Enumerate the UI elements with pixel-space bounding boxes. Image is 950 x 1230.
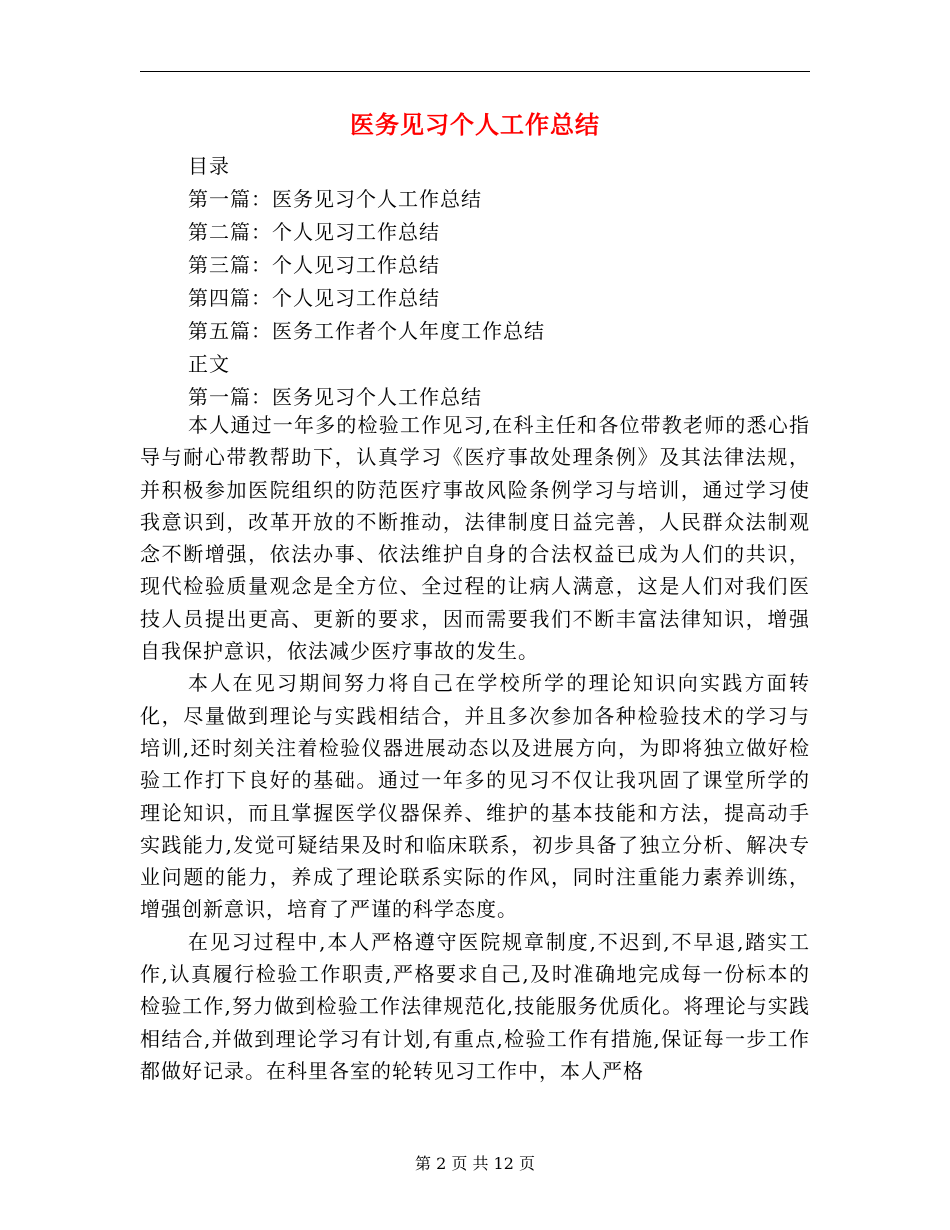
toc-item: 第三篇：个人见习工作总结 — [188, 253, 440, 277]
toc-item: 第四篇：个人见习工作总结 — [188, 286, 440, 310]
toc-heading: 目录 — [188, 154, 230, 178]
page-number-footer: 第 2 页 共 12 页 — [415, 1154, 535, 1173]
section-heading: 第一篇：医务见习个人工作总结 — [188, 385, 482, 409]
document-body — [140, 409, 810, 1087]
body-paragraph: 本人在见习期间努力将自己在学校所学的理论知识向实践方面转化，尽量做到理论与实践相结合，并且多次参加各种检验技术的学习与培训,还时刻关注着检验仪器进展动态以及进展方向，为即将独立做好检验工作打下良好的基础。通过一年多的见习不仅让我巩固了课堂所学的理论知识，而且掌握医学仪器保养、维护的基本技能和方法，提高动手实践能力,发觉可疑结果及时和临床联系，初步具备了独立分析、解决专业问题的能力，养成了理论联系实际的作风，同时注重能力素养训练，增强创新意识，培育了严谨的科学态度。 — [140, 671, 810, 922]
toc-item: 第二篇：个人见习工作总结 — [188, 220, 440, 244]
toc-item: 第五篇：医务工作者个人年度工作总结 — [188, 319, 545, 343]
document-title: 医务见习个人工作总结 — [350, 111, 600, 139]
toc-item: 第一篇：医务见习个人工作总结 — [188, 187, 482, 211]
body-paragraph: 在见习过程中,本人严格遵守医院规章制度,不迟到,不早退,踏实工作,认真履行检验工作职责,严格要求自己,及时准确地完成每一份标本的检验工作,努力做到检验工作法律规范化,技能服务优质化。将理论与实践相结合,并做到理论学习有计划,有重点,检验工作有措施,保证每一步工作都做好记录。在科里各室的轮转见习工作中，本人严格 — [140, 929, 810, 1083]
header-rule — [140, 71, 810, 72]
table-of-contents — [188, 150, 810, 414]
body-heading: 正文 — [188, 352, 230, 376]
body-paragraph: 本人通过一年多的检验工作见习,在科主任和各位带教老师的悉心指导与耐心带教帮助下，认真学习《医疗事故处理条例》及其法律法规，并积极参加医院组织的防范医疗事故风险条例学习与培训，通过学习使我意识到，改革开放的不断推动，法律制度日益完善，人民群众法制观念不断增强，依法办事、依法维护自身的合法权益已成为人们的共识，现代检验质量观念是全方位、全过程的让病人满意，这是人们对我们医技人员提出更高、更新的要求，因而需要我们不断丰富法律知识，增强自我保护意识，依法减少医疗事故的发生。 — [140, 413, 810, 664]
